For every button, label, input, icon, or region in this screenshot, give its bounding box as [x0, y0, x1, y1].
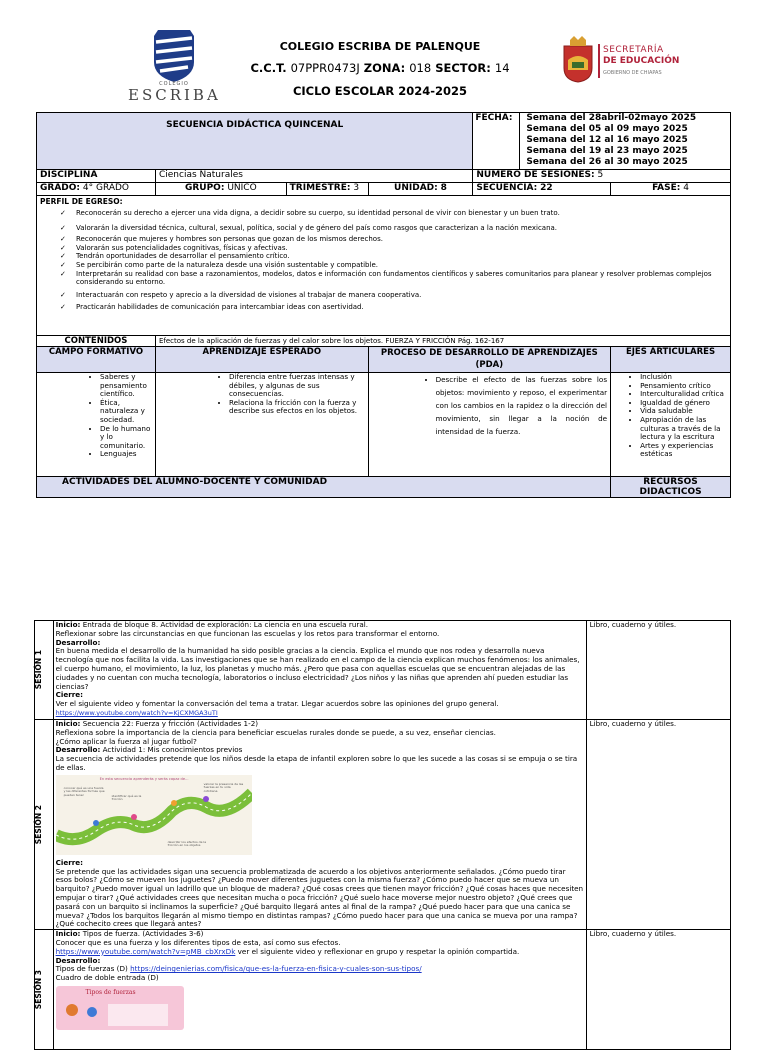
- inicio-extra: Reflexionar sobre las circunstancias en que funcionan las escuelas y los retos para transformar el entorno.: [55, 628, 440, 638]
- fase-value: 4: [683, 183, 689, 193]
- session-label-cell: [35, 621, 54, 720]
- perfil-item: ✓ Valorarán sus potencialidades cognitivas, físicas y afectivas.: [60, 244, 727, 253]
- cct-line: [220, 61, 540, 75]
- campo-item: • Lenguajes: [100, 450, 152, 459]
- school-name: COLEGIO ESCRIBA DE PALENQUE: [279, 40, 481, 53]
- perfil-cell: [37, 196, 731, 336]
- inicio-extra: ¿Cómo aplicar la fuerza al jugar futbol?: [55, 736, 197, 746]
- plan-title: SECUENCIA DIDÁCTICA QUINCENAL: [166, 120, 344, 130]
- illustration-note: conocer qué es una fuerza y las diferentes formas que pueden tener: [63, 785, 105, 797]
- campo-cell: [37, 373, 156, 477]
- cierre-label: Cierre:: [55, 690, 84, 700]
- inicio-label: Inicio:: [55, 620, 81, 629]
- fecha-item: Semana del 05 al 09 mayo 2025: [526, 124, 688, 134]
- session-content: [53, 621, 586, 720]
- session-label: SESIÓN 3: [34, 970, 43, 1010]
- video-link[interactable]: https://www.youtube.com/watch?v=pMB_cbXrxDk: [55, 946, 236, 956]
- sesiones-label: NUMERO DE SESIONES:: [476, 170, 595, 180]
- contenidos-label: CONTENIDOS: [37, 336, 156, 347]
- pda-list: [372, 373, 607, 438]
- fecha-item: Semana del 19 al 23 mayo 2025: [526, 146, 688, 156]
- actividades-header: ACTIVIDADES DEL ALUMNO-DOCENTE Y COMUNIDAD: [37, 477, 611, 498]
- perfil-item: ✓ Se percibirán como parte de la naturaleza desde una visión sustentable y compatible.: [60, 261, 727, 270]
- inicio-label: Inicio:: [55, 929, 81, 939]
- tipos-fuerzas-image: [56, 986, 184, 1030]
- ejes-item: • Vida saludable: [640, 407, 727, 416]
- fuerzas-icons: [56, 986, 184, 1030]
- cierre-label: Cierre:: [55, 857, 84, 867]
- campo-list: [40, 373, 152, 459]
- logo-big-text: ESCRIBA: [128, 86, 221, 104]
- plan-table: [36, 112, 731, 498]
- session-label: SESIÓN 1: [34, 650, 43, 690]
- illustration-note: valorar la presencia de las fuerzas en tu vida cotidiana: [203, 781, 244, 793]
- illustration-note: identificar qué es la fricción: [111, 793, 142, 802]
- pda-item: • Describe el efecto de las fuerzas sobre los objetos: movimiento y reposo, el experimentar con los cambios en la rapidez o la dirección del movimiento, sin llegar a la noción de intensidad de la fuerza.: [436, 373, 607, 438]
- disciplina-value: Ciencias Naturales: [155, 170, 472, 183]
- unidad-cell: [368, 183, 473, 196]
- session-label-cell: [35, 930, 54, 1050]
- perfil-item: ✓ Tendrán oportunidades de desarrollar el pensamiento crítico.: [60, 252, 727, 261]
- ejes-header: EJES ARTICULARES: [611, 347, 731, 373]
- sessions-table: [34, 620, 731, 1050]
- fecha-item: Semana del 12 al 16 mayo 2025: [526, 135, 688, 145]
- ciclo-escolar: CICLO ESCOLAR 2024-2025: [292, 84, 468, 98]
- inicio-text: Tipos de fuerza. (Actividades 3-6): [82, 929, 204, 939]
- grupo-cell: [155, 183, 286, 196]
- pda-header: PROCESO DE DESARROLLO DE APRENDIZAJES (PDA): [368, 347, 610, 373]
- grado-cell: [37, 183, 156, 196]
- unidad-label: UNIDAD:: [394, 183, 438, 193]
- perfil-item: ✓ Reconocerán su derecho a ejercer una vida digna, a decidir sobre su cuerpo, su identidad personal de vivir con bienestar y un buen trato.: [60, 209, 727, 218]
- tipos-text: Tipos de fuerzas (D): [55, 964, 131, 974]
- sector-label: SECTOR:: [435, 61, 491, 75]
- video-note: ver el siguiente video y reflexionar en grupo y respetar la opinión compartida.: [235, 946, 520, 956]
- ejes-item: • Pensamiento crítico: [640, 382, 727, 391]
- video-line: [56, 948, 584, 957]
- fecha-list: [520, 113, 696, 169]
- cierre-text: Ver el siguiente video y fomentar la conversación del tema a tratar. Llegar acuerdos sobre las opiniones del grupo general.: [55, 699, 499, 709]
- tipos-link[interactable]: https://deingenierias.com/fisica/que-es-la-fuerza-en-fisica-y-cuales-son-sus-tipos/: [130, 964, 422, 974]
- sep-chiapas-logo: [560, 34, 680, 96]
- ejes-cell: [611, 373, 731, 477]
- aprendizaje-cell: [155, 373, 368, 477]
- session-label-cell: [35, 720, 54, 930]
- desarrollo-label: Desarrollo:: [55, 745, 101, 755]
- inicio-extra: Reflexiona sobre la importancia de la ciencia para beneficiar escuelas rurales donde se puede, a su vez, enseñar ciencias.: [55, 727, 496, 737]
- perfil-item: ✓ Reconocerán que mujeres y hombres son personas que gozan de los mismos derechos.: [60, 235, 727, 244]
- inicio-label: Inicio:: [55, 719, 81, 728]
- video-link[interactable]: https://www.youtube.com/watch?v=KjCXMGA3uTI: [55, 708, 218, 717]
- zona-value: 018: [409, 61, 432, 75]
- perfil-label: PERFIL DE EGRESO:: [40, 197, 123, 206]
- cuadro-text: Cuadro de doble entrada (D): [55, 973, 159, 983]
- campo-item: • Saberes y pensamiento científico.: [100, 373, 152, 399]
- grupo-label: GRUPO:: [184, 183, 225, 193]
- desarrollo-head: Actividad 1: Mis conocimientos previos: [102, 745, 243, 755]
- secuencia-cell: [473, 183, 611, 196]
- fase-cell: [611, 183, 731, 196]
- contenidos-value: Efectos de la aplicación de fuerzas y del calor sobre los objetos. FUERZA Y FRICCIÓN Pág. 162-167: [155, 336, 730, 347]
- unidad-value: 8: [440, 183, 447, 193]
- illustration-title: En esta secuencia aprenderás y serás capaz de...: [99, 776, 189, 781]
- session-recursos: Libro, cuaderno y útiles.: [586, 930, 730, 1050]
- fase-label: FASE:: [652, 183, 681, 193]
- perfil-list: [40, 209, 727, 312]
- desarrollo-label: Desarrollo:: [55, 637, 101, 647]
- sesiones-cell: [473, 170, 731, 183]
- aprendizaje-list: [159, 373, 365, 416]
- trimestre-value: 3: [353, 183, 360, 193]
- secuencia-value: 22: [540, 183, 553, 193]
- aprendizaje-item: • Diferencia entre fuerzas intensas y débiles, y algunas de sus consecuencias.: [229, 373, 365, 399]
- grado-label: GRADO:: [40, 183, 81, 193]
- campo-header: CAMPO FORMATIVO: [37, 347, 156, 373]
- perfil-item: ✓ Interactuarán con respeto y aprecio a la diversidad de visiones al trabajar de manera cooperativa.: [60, 291, 727, 300]
- perfil-item: ✓ Practicarán habilidades de comunicación para intercambiar ideas con asertividad.: [60, 303, 727, 312]
- cct-value: 07PPR0473J: [290, 61, 360, 75]
- inicio-text: Secuencia 22: Fuerza y fricción (Actividades 1-2): [82, 719, 259, 728]
- session-label: SESIÓN 2: [34, 804, 43, 845]
- tipos-image-title: Tipos de fuerzas: [85, 988, 136, 996]
- aprendizaje-header: APRENDIZAJE ESPERADO: [155, 347, 368, 373]
- desarrollo-text: La secuencia de actividades pretende que los niños desde la etapa de infantil exploren sobre lo que les sucede a las cosas si se empuja o se tira de ellas.: [55, 754, 578, 772]
- cierre-text: Se pretende que las actividades sigan una secuencia problematizada de acuerdo a los objetivos anteriormente señalados. ¿Cómo puedo tirar esos bolos? ¿Cómo se mueven los juguetes? ¿Puedo mover diferentes juguetes con la misma fuerza? ¿Cómo puedo hacer que se mueva un barquito? ¿Puedo mover igual un ladrillo que un bloque de madera? ¿Qué cosas crees que tienen mayor fricción? ¿Qué cosas haces que necesiten empujar o tirar? ¿Qué actividades crees que necesitan mucha o poca fricción? ¿Qué suelo hace moverse mejor nuestro objeto? ¿Qué crees que pasará con un barquito si inclinamos la superficie? ¿Qué barquito llegará antes al final de la rampa? ¿Qué puedo hacer para que una canica se mueva? ¿Todos los barquitos llegarán al mismo tiempo en distintas rampas? ¿Cómo puedo hacer para que una canica se mueva por una rampa? ¿Qué cochecito crees que llegará antes?: [55, 866, 584, 929]
- secuencia-label: SECUENCIA:: [476, 183, 538, 193]
- educacion-text: DE EDUCACIÓN: [603, 56, 680, 66]
- escriba-logo: [128, 26, 220, 104]
- inicio-text: Entrada de bloque 8. Actividad de exploración: La ciencia en una escuela rural.: [82, 620, 369, 629]
- secuencia-illustration: [56, 775, 252, 855]
- ejes-item: • Interculturalidad crítica: [640, 390, 727, 399]
- ejes-item: • Artes y experiencias estéticas: [640, 442, 727, 459]
- fecha-item: Semana del 26 al 30 mayo 2025: [526, 157, 688, 167]
- gobierno-text: GOBIERNO DE CHIAPAS: [603, 70, 662, 76]
- fecha-item: Semana del 28abril-02mayo 2025: [526, 113, 697, 123]
- ejes-item: • Igualdad de género: [640, 399, 727, 408]
- sesiones-value: 5: [597, 170, 604, 180]
- fecha-cell: [473, 113, 731, 170]
- illustration-note: describir los efectos de la fricción en los objetos: [167, 839, 207, 848]
- disciplina-label: DISCIPLINA: [37, 170, 156, 183]
- ejes-item: • Inclusión: [640, 373, 727, 382]
- pda-cell: [368, 373, 610, 477]
- plan-title-cell: [37, 113, 473, 170]
- sector-value: 14: [494, 61, 510, 75]
- campo-item: • Ética, naturaleza y sociedad.: [100, 399, 152, 425]
- campo-item: • De lo humano y lo comunitario.: [100, 425, 152, 451]
- ejes-item: • Apropiación de las culturas a través de la lectura y la escritura: [640, 416, 727, 442]
- fecha-label: FECHA:: [473, 113, 520, 169]
- session-content: [53, 720, 586, 930]
- grupo-value: UNICO: [227, 183, 257, 193]
- logo-separator: [598, 44, 600, 78]
- perfil-item: ✓ Interpretarán su realidad con base a razonamientos, modelos, datos e información con fundamentos científicos y saberes comunitarios para planear y resolver problemas complejos considerando su entorno.: [60, 270, 727, 287]
- chiapas-crest-icon: [560, 34, 596, 84]
- trimestre-cell: [286, 183, 368, 196]
- aprendizaje-item: • Relaciona la fricción con la fuerza y describe sus efectos en los objetos.: [229, 399, 365, 416]
- cct-label: C.C.T.: [250, 61, 287, 75]
- logo-small-text: COLEGIO: [159, 81, 189, 87]
- grado-value: 4° GRADO: [82, 183, 130, 193]
- zona-label: ZONA:: [363, 61, 406, 75]
- session-recursos: Libro, cuaderno y útiles.: [586, 621, 730, 720]
- perfil-item: ✓ Valorarán la diversidad técnica, cultural, sexual, política, social y de género del país como rasgos que caracterizan a la nación mexicana.: [60, 224, 727, 233]
- recursos-header: RECURSOS DIDACTICOS: [611, 477, 731, 498]
- session-content: [53, 930, 586, 1050]
- desarrollo-label: Desarrollo:: [55, 955, 101, 965]
- inicio-extra: Conocer que es una fuerza y los diferentes tipos de esta, así como sus efectos.: [55, 937, 341, 947]
- ejes-list: [614, 373, 727, 459]
- secretaria-text: SECRETARÍA: [603, 45, 664, 55]
- desarrollo-text: En buena medida el desarrollo de la humanidad ha sido posible gracias a la ciencia. Explica el mundo que nos rodea y desarrolla nueva tecnología que nos facilita la vida. Las investigaciones que se han realizado en el campo de la ciencia explican muchos fenómenos: los animales, el cuerpo humano, el movimiento, la luz, los planetas y mucho más. ¿Pero que pasa con aquellas escuelas que se encuentran alejadas de las ciudades y no cuentan con mucha tecnología, laboratorios o incluso electricidad? ¿Los niños y las niñas que aprenden ahí pueden estudiar las ciencias?: [55, 646, 580, 691]
- session-recursos: Libro, cuaderno y útiles.: [586, 720, 730, 930]
- trimestre-label: TRIMESTRE:: [289, 183, 351, 193]
